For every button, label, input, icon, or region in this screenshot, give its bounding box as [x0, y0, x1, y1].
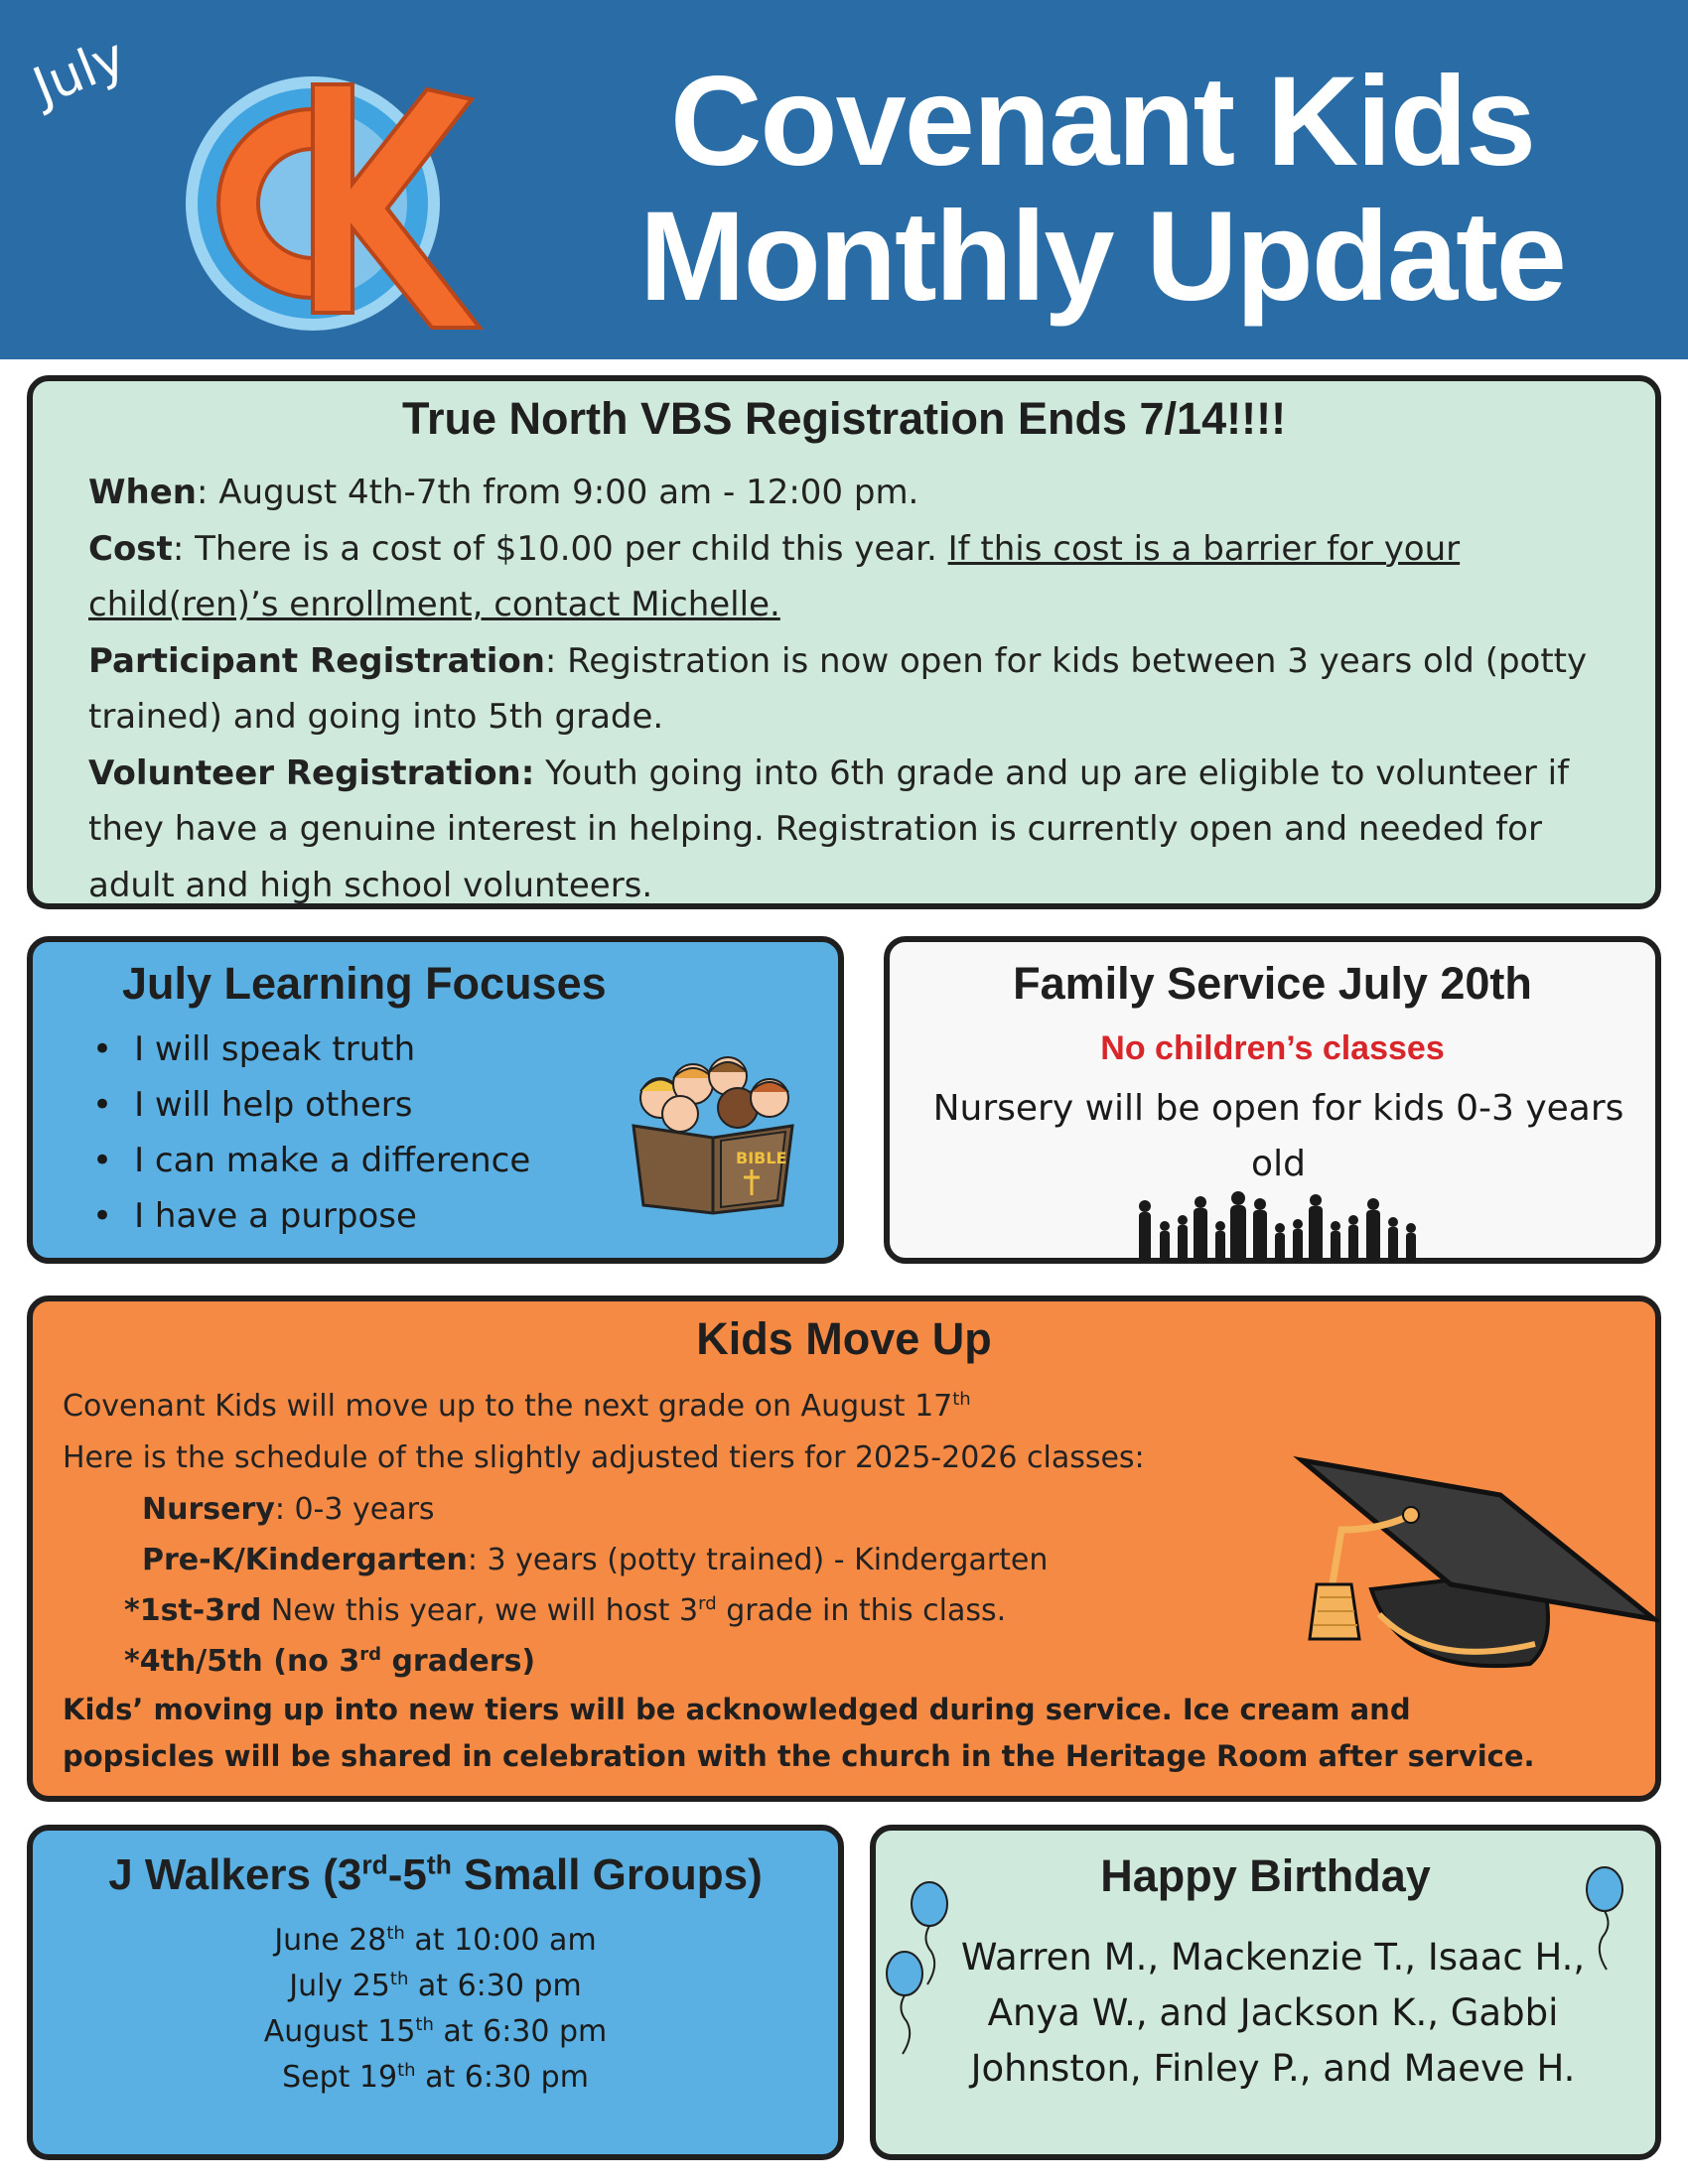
cost-label: Cost	[88, 528, 173, 569]
moveup-closing: Kids’ moving up into new tiers will be acknowledged during service. Ice cream and popsicles will be shared in celebration with the church in the Heritage Room after service.	[63, 1693, 1535, 1773]
family-service-box	[884, 936, 1661, 1264]
title-line-1: Covenant Kids	[669, 51, 1535, 193]
list-item: • I have a purpose	[92, 1188, 530, 1244]
tier-prek: Pre-K/Kindergarten: 3 years (potty trained) - Kindergarten	[142, 1543, 1049, 1577]
j-walkers-box	[27, 1825, 844, 2160]
vbs-title: True North VBS Registration Ends 7/14!!!!	[401, 393, 1287, 444]
participant-text: : Registration is now open for kids between 3 years old (potty trained) and going into 5th grade.	[88, 640, 1588, 737]
moveup-title: Kids Move Up	[696, 1313, 992, 1364]
family-title: Family Service July 20th	[1013, 958, 1532, 1009]
birthday-names: Warren M., Mackenzie T., Isaac H., Anya W., and Jackson K., Gabbi Johnston, Finley P., and Maeve H.	[960, 1936, 1586, 2090]
list-item: Sept 19th at 6:30 pm	[282, 2060, 589, 2095]
kids-move-up-box	[27, 1296, 1661, 1802]
participant-label: Participant Registration	[88, 640, 545, 681]
list-item: June 28th at 10:00 am	[274, 1923, 597, 1958]
family-silhouette-icon	[1133, 1190, 1421, 1262]
graduation-cap-icon	[1262, 1440, 1659, 1708]
volunteer-label: Volunteer Registration:	[88, 752, 535, 793]
list-item: • I can make a difference	[92, 1133, 530, 1188]
balloon-icon	[881, 1950, 930, 2059]
when-label: When	[88, 473, 197, 512]
balloon-icon	[1581, 1865, 1630, 1975]
volunteer-text: Youth going into 6th grade and up are eligible to volunteer if they have a genuine interest in helping. Registration is currently open and needed for adult and high school volunteers.	[88, 752, 1570, 905]
jwalkers-title: J Walkers (3rd-5th Small Groups)	[108, 1849, 763, 1899]
kids-reading-bible-icon	[619, 1046, 807, 1215]
contact-michelle-link[interactable]: If this cost is a barrier for your child(ren)’s enrollment, contact Michelle.	[88, 528, 1461, 624]
title-line-2: Monthly Update	[639, 186, 1565, 328]
list-item: August 15th at 6:30 pm	[263, 2014, 608, 2049]
birthday-title: Happy Birthday	[1100, 1850, 1431, 1901]
month-label: July	[25, 27, 134, 117]
tier-1st-3rd: *1st-3rd New this year, we will host 3rd grade in this class.	[124, 1593, 1007, 1628]
nursery-note: Nursery will be open for kids 0-3 years old	[932, 1088, 1624, 1184]
cost-text: : There is a cost of $10.00 per child this year.	[172, 528, 948, 569]
happy-birthday-box	[870, 1825, 1661, 2160]
moveup-line-1: Covenant Kids will move up to the next grade on August 17th	[63, 1389, 971, 1424]
learning-list	[92, 1022, 530, 1244]
tier-nursery: Nursery: 0-3 years	[142, 1492, 435, 1527]
list-item: July 25th at 6:30 pm	[289, 1969, 582, 2003]
ck-logo	[164, 55, 492, 352]
no-classes-alert: No children’s classes	[1100, 1029, 1445, 1067]
learning-focuses-box	[27, 936, 844, 1264]
logo-text: CK	[313, 342, 315, 343]
jwalkers-dates	[33, 1918, 838, 2101]
when-text: : August 4th-7th from 9:00 am - 12:00 pm.	[196, 473, 919, 512]
vbs-body	[88, 465, 1627, 913]
list-item: • I will help others	[92, 1077, 530, 1133]
list-item: • I will speak truth	[92, 1022, 530, 1077]
header-banner	[0, 0, 1688, 359]
vbs-registration-box	[27, 375, 1661, 909]
bible-label: BIBLE	[736, 1149, 787, 1167]
tier-4th-5th: *4th/5th (no 3rd graders)	[124, 1644, 536, 1679]
learning-title: July Learning Focuses	[122, 958, 607, 1009]
moveup-line-2: Here is the schedule of the slightly adjusted tiers for 2025-2026 classes:	[63, 1440, 1145, 1475]
page-title	[576, 51, 1628, 328]
